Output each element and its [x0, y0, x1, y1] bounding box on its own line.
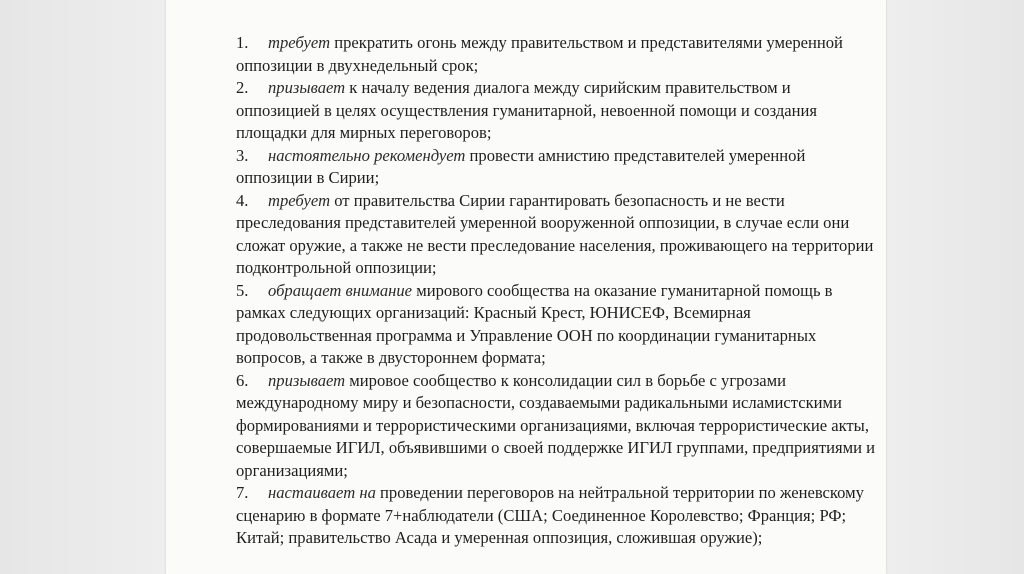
- right-margin-background: [886, 0, 1024, 574]
- list-item: [236, 77, 876, 145]
- item-verb: настаивает на: [268, 483, 376, 502]
- list-item: [236, 32, 876, 77]
- item-number: 5.: [236, 280, 249, 300]
- list-item: [236, 280, 876, 370]
- item-verb: настоятельно рекомендует: [268, 145, 466, 165]
- item-text: мировое сообщество к консолидации сил в борьбе с угрозами международному миру и безопасности, создаваемыми радикальными исламистскими формированиями и террористическими организациями, включая террористические акты, совершаемые ИГИЛ, объявившими о своей поддержке ИГИЛ группами, предприятиями и организациями;: [236, 370, 875, 480]
- document-page: [166, 0, 886, 574]
- item-text: к началу ведения диалога между сирийским правительством и оппозицией в целях осуществления гуманитарной, невоенной помощи и создания площадки для мирных переговоров;: [236, 78, 818, 142]
- item-number: 1.: [236, 33, 249, 52]
- item-text: от правительства Сирии гарантировать безопасность и не вести преследования представителей умеренной вооруженной оппозиции, в случае если они сложат оружие, а также не вести преследование населения, проживающего на территории подконтрольной оппозиции;: [236, 190, 874, 277]
- list-item: [236, 190, 876, 280]
- item-verb: призывает: [268, 78, 346, 97]
- list-item: [236, 482, 876, 550]
- item-verb: призывает: [268, 370, 346, 390]
- item-number: 2.: [236, 78, 249, 97]
- item-text: прекратить огонь между правительством и представителями умеренной оппозиции в двухнедельный срок;: [236, 33, 843, 75]
- item-text: провести амнистию представителей умеренной оппозиции в Сирии;: [236, 145, 806, 187]
- left-margin-background: [0, 0, 166, 574]
- list-item: [236, 145, 876, 190]
- item-verb: требует: [268, 190, 331, 210]
- item-text: мирового сообщества на оказание гуманитарной помощь в рамках следующих организаций: Красный Крест, ЮНИСЕФ, Всемирная продовольственная программа и Управление ООН по координации гуманитарных вопросов, а также в двустороннем формата;: [236, 280, 833, 367]
- item-verb: обращает внимание: [268, 280, 413, 300]
- item-verb: требует: [268, 33, 331, 52]
- list-item: [236, 370, 876, 483]
- item-number: 6.: [236, 370, 249, 390]
- resolution-text: [236, 32, 876, 550]
- item-number: 3.: [236, 145, 249, 165]
- item-number: 7.: [236, 483, 249, 502]
- item-number: 4.: [236, 190, 249, 210]
- item-text: проведении переговоров на нейтральной территории по женевскому сценарию в формате 7+наблюдатели (США; Соединенное Королевство; Франция; РФ; Китай; правительство Асада и умеренная оппозиция, сложившая оружие);: [236, 483, 864, 547]
